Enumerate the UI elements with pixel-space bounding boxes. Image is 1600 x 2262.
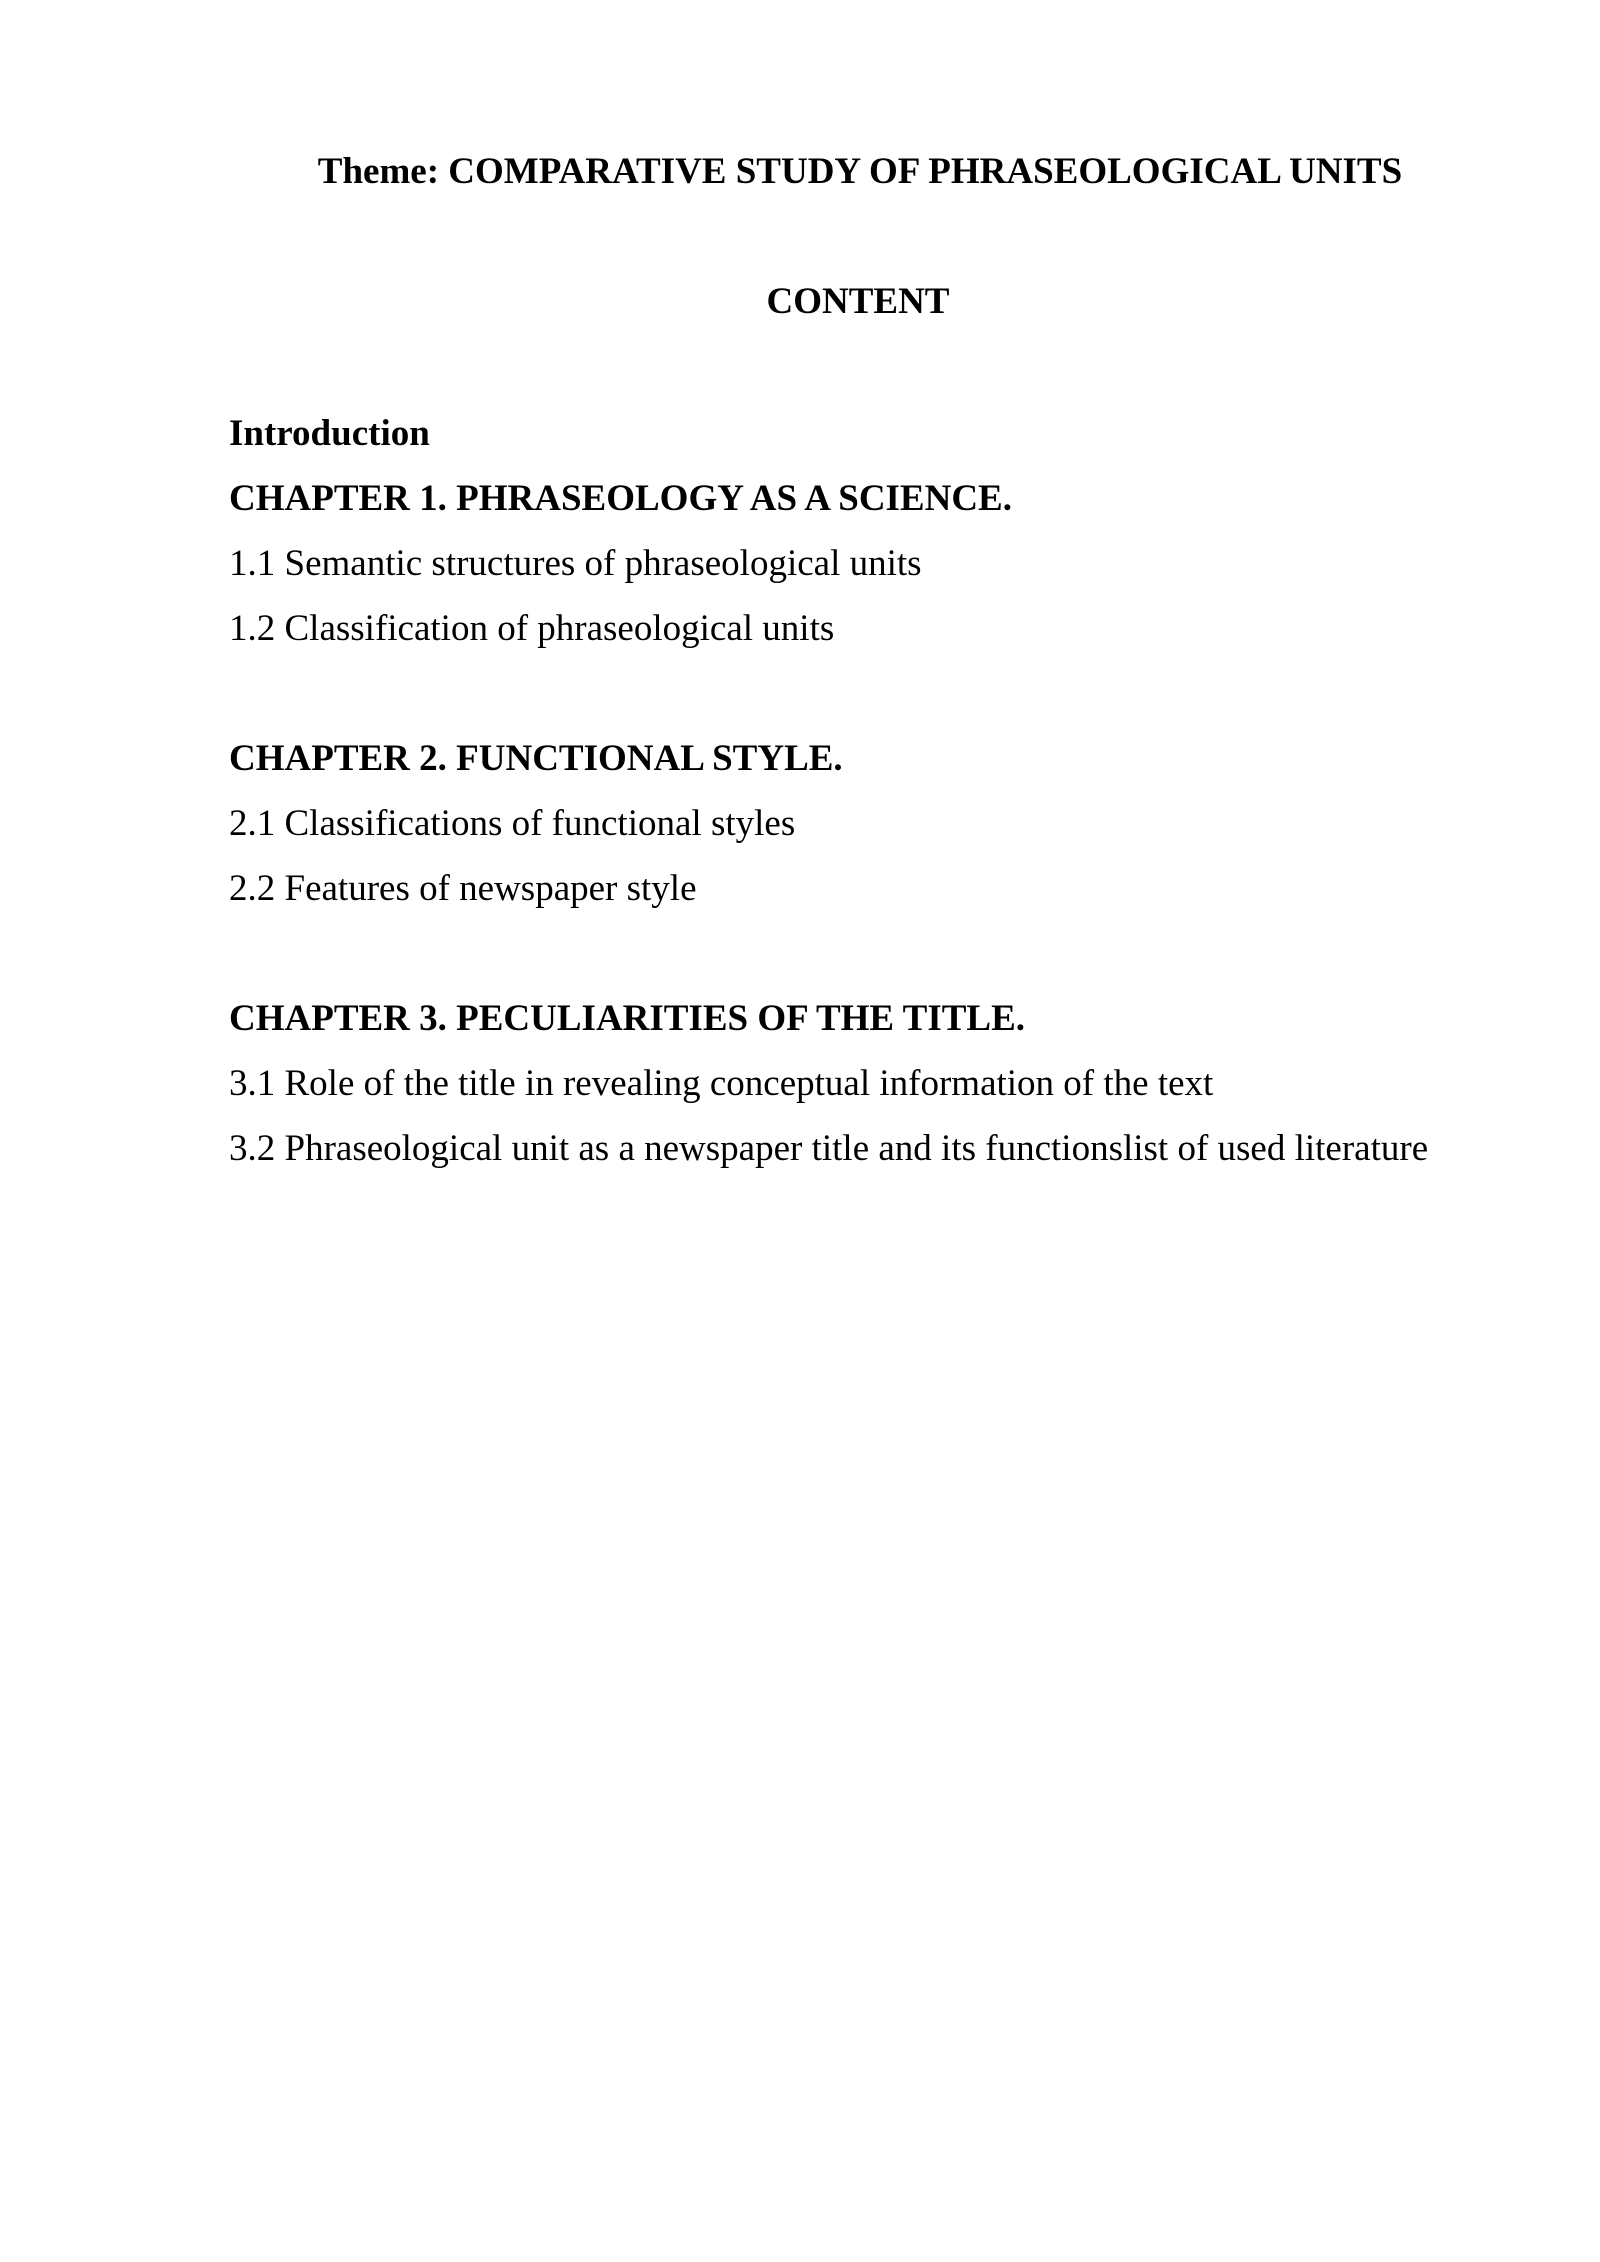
toc-item-3-1: 3.1 Role of the title in revealing conceptual information of the text [229, 1063, 1214, 1104]
toc-chapter-3-title: CHAPTER 3. PECULIARITIES OF THE TITLE. [229, 998, 1026, 1039]
toc-item-2-2: 2.2 Features of newspaper style [229, 868, 697, 909]
theme-label: Theme: [317, 151, 440, 192]
toc-item-1-2: 1.2 Classification of phraseological units [229, 608, 835, 649]
theme-line [0, 150, 1600, 193]
toc-item-2-1: 2.1 Classifications of functional styles [229, 803, 796, 844]
toc-item-3-2: 3.2 Phraseological unit as a newspaper title and its functionslist of used literature [229, 1128, 1429, 1169]
toc-item-1-1: 1.1 Semantic structures of phraseological units [229, 543, 922, 584]
toc-chapter-1-title: CHAPTER 1. PHRASEOLOGY AS A SCIENCE. [229, 478, 1012, 519]
contents-heading: CONTENT [766, 281, 950, 322]
theme-title: COMPARATIVE STUDY OF PHRASEOLOGICAL UNITS [448, 151, 1403, 192]
toc-introduction: Introduction [229, 413, 430, 454]
toc-chapter-2-title: CHAPTER 2. FUNCTIONAL STYLE. [229, 738, 843, 779]
